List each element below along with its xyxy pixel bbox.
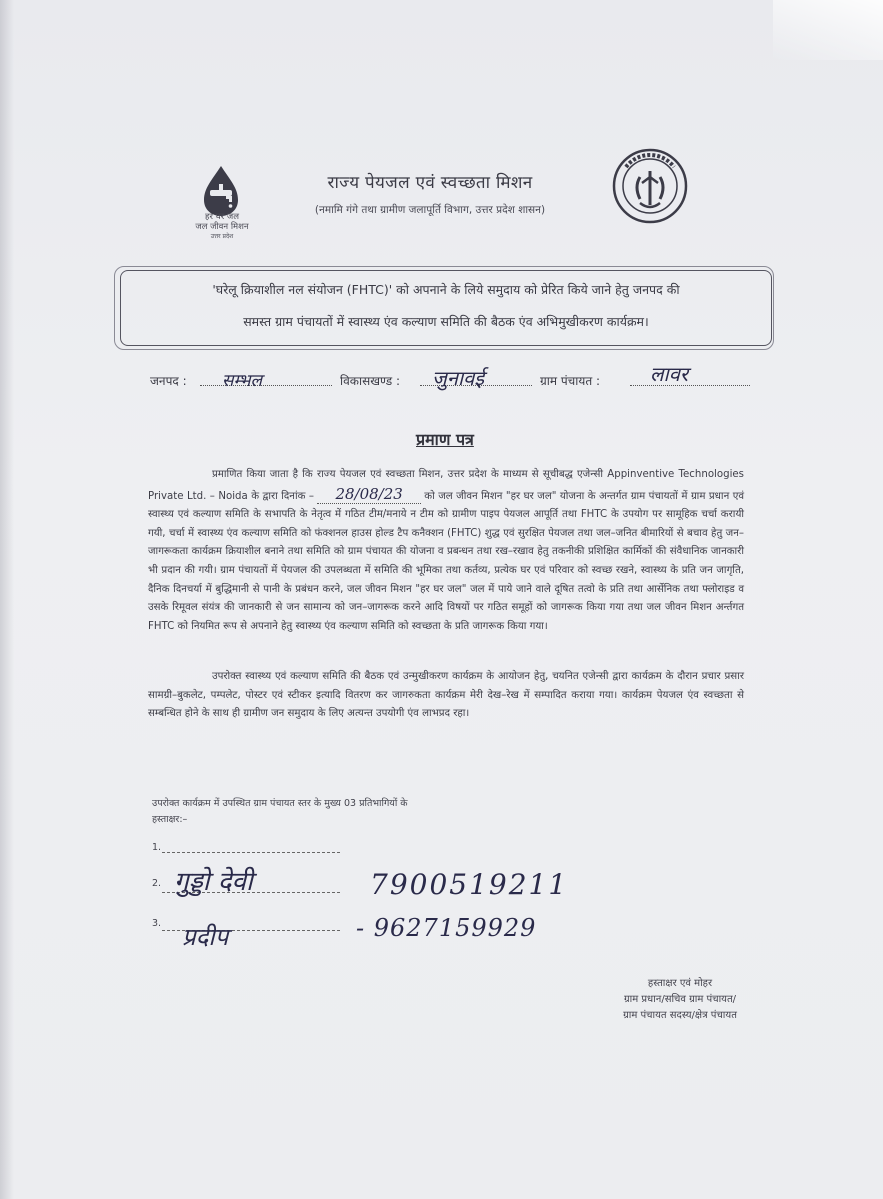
signature-row-2-phone: 7900519211 [370, 868, 569, 901]
logo-caption [180, 212, 264, 242]
signature-row-3-phone: - 9627159929 [356, 914, 537, 942]
header-subtitle: (नमामि गंगे तथा ग्रामीण जलापूर्ति विभाग, उत्तर प्रदेश शासन) [314, 204, 546, 216]
certificate-paragraph-1 [148, 466, 744, 636]
panchayat-label: ग्राम पंचायत : [540, 374, 601, 388]
panchayat-value: लावर [650, 362, 689, 386]
paragraph-1-part-b: को जल जीवन मिशन "हर घर जल" योजना के अन्तर्गत ग्राम पंचायतों में ग्राम प्रधान एवं स्वास्थ्य एवं कल्याण समिति के सभापति के नेतृत्व में गठित टीम/मनाये न टीम को ग्रामीण पाइप पेयजल आपूर्ति तथा FHTC के उपयोग पर सामूहिक चर्चा करायी गयी, चर्चा में स्वास्थ्य एंव कल्याण समिति को फंक्शनल हाउस होल्ड टैप कनैक्शन (FHTC) शुद्ध एवं सुरक्षित पेयजल तथा जल–जनित बीमारियों से बचाव हेतु जन–जागरूकता कार्यक्रम क्रियाशील बनाने तथा समिति को ग्राम पंचायत की योजना व प्रबन्धन तथा रख–रखाव हेतु तकनीकी प्रशिक्षित कार्मिकों की संवैधानिक जानकारी भी प्रदान की गयी। ग्राम पंचायतों में पेयजल की उपलब्धता में समिति की भूमिका तथा कर्तव्य, प्रत्येक घर एवं परिवार को स्वच्छ रखने, स्वास्थ्य के प्रति जन जागृति, दैनिक दिनचर्या में बुद्धिमानी से पानी के प्रबंधन करने, जल जीवन मिशन "हर घर जल" जल में पाये जाने वाले दूषित तत्वो के प्रति तथा आर्सेनिक तथा फ्लोराइड व उसके रिमूवल संयंत्र की जानकारी से जन सामान्य को जन–जागरूक करने आदि विषयों पर गठित समूहों को जागरूक किया गया तथा जल जीवन मिशन अर्न्तगत FHTC को नियमित रूप से अपनाने हेतु स्वास्थ्य एंव कल्याण समिति को स्वच्छता के प्रति जागरूक किया गया। [148, 490, 744, 632]
district-dotted-line [200, 385, 332, 386]
signature-row-2-number: 2. [152, 878, 162, 889]
panchayat-dotted-line [630, 385, 750, 386]
footer-line3: ग्राम पंचायत सदस्य/क्षेत्र पंचायत [623, 1010, 737, 1021]
block-value: जुनावई [432, 366, 485, 390]
footer-line2: ग्राम प्रधान/सचिव ग्राम पंचायत/ [623, 994, 737, 1005]
signature-row-1-number: 1. [152, 842, 162, 853]
paragraph-1-part-a: प्रमाणित किया जाता है कि राज्य पेयजल एवं स्वच्छता मिशन, उत्तर प्रदेश के माध्यम से सूचीबद्ध एजेन्सी Appinventive Technologies Private Ltd. – Noida के द्वारा दिनांक – [148, 469, 744, 502]
footer-line1: हस्ताक्षर एवं मोहर [647, 978, 713, 989]
district-label: जनपद : [150, 374, 187, 388]
block-label: विकासखण्ड : [340, 374, 401, 388]
district-value: सम्भल [222, 371, 263, 391]
signature-row-3-number: 3. [152, 918, 162, 929]
signature-intro: उपरोक्त कार्यक्रम में उपस्थित ग्राम पंचायत स्तर के मुख्य 03 प्रतिभागियों के [152, 798, 408, 809]
signature-line-1 [162, 852, 340, 853]
program-banner [120, 270, 772, 346]
logo-caption-line3: उत्तर प्रदेश [210, 233, 234, 240]
paragraph-2-text: उपरोक्त स्वास्थ्य एवं कल्याण समिति की बैठक एवं उन्मुखीकरण कार्यक्रम के आयोजन हेतु, चयनित एजेन्सी द्वारा कार्यक्रम के दौरान प्रचार प्रसार सामग्री–बुकलेट, पम्पलेट, पोस्टर एवं स्टीकर इत्यादि वितरण कर जागरुकता कार्यक्रम मेरी देख–रेख में सम्पादित कराया गया। कार्यक्रम पेयजल एंव स्वच्छता से सम्बन्धित होने के साथ ही ग्रामीण जन समुदाय के लिए अत्यन्त उपयोगी एंव लाभप्रद रहा। [148, 671, 744, 720]
program-date: 28/08/23 [317, 485, 420, 504]
signature-intro-2: हस्ताक्षर:– [152, 814, 188, 825]
certificate-title: प्रमाण पत्र [416, 430, 474, 449]
signature-row-2-name: गुड्डो देवी [174, 867, 253, 897]
logo-caption-line2: जल जीवन मिशन [195, 222, 249, 232]
page-fold [773, 0, 883, 60]
page-edge-shadow [0, 0, 14, 1199]
signature-row-3-name: प्रदीप [182, 923, 229, 951]
certificate-paragraph-2 [148, 668, 744, 724]
banner-line2: समस्त ग्राम पंचायतों में स्वास्थ्य एंव कल्याण समिति की बैठक एंव अभिमुखीकरण कार्यक्रम। [243, 314, 649, 329]
banner-line1: 'घरेलू क्रियाशील नल संयोजन (FHTC)' को अपनाने के लिये समुदाय को प्रेरित किये जाने हेतु जनपद की [212, 282, 680, 297]
logo-caption-line1: हर घर जल [205, 212, 239, 222]
footer-signature-block [560, 976, 800, 1024]
uttar-pradesh-emblem-icon [606, 147, 694, 225]
header-title: राज्य पेयजल एवं स्वच्छता मिशन [327, 173, 533, 193]
